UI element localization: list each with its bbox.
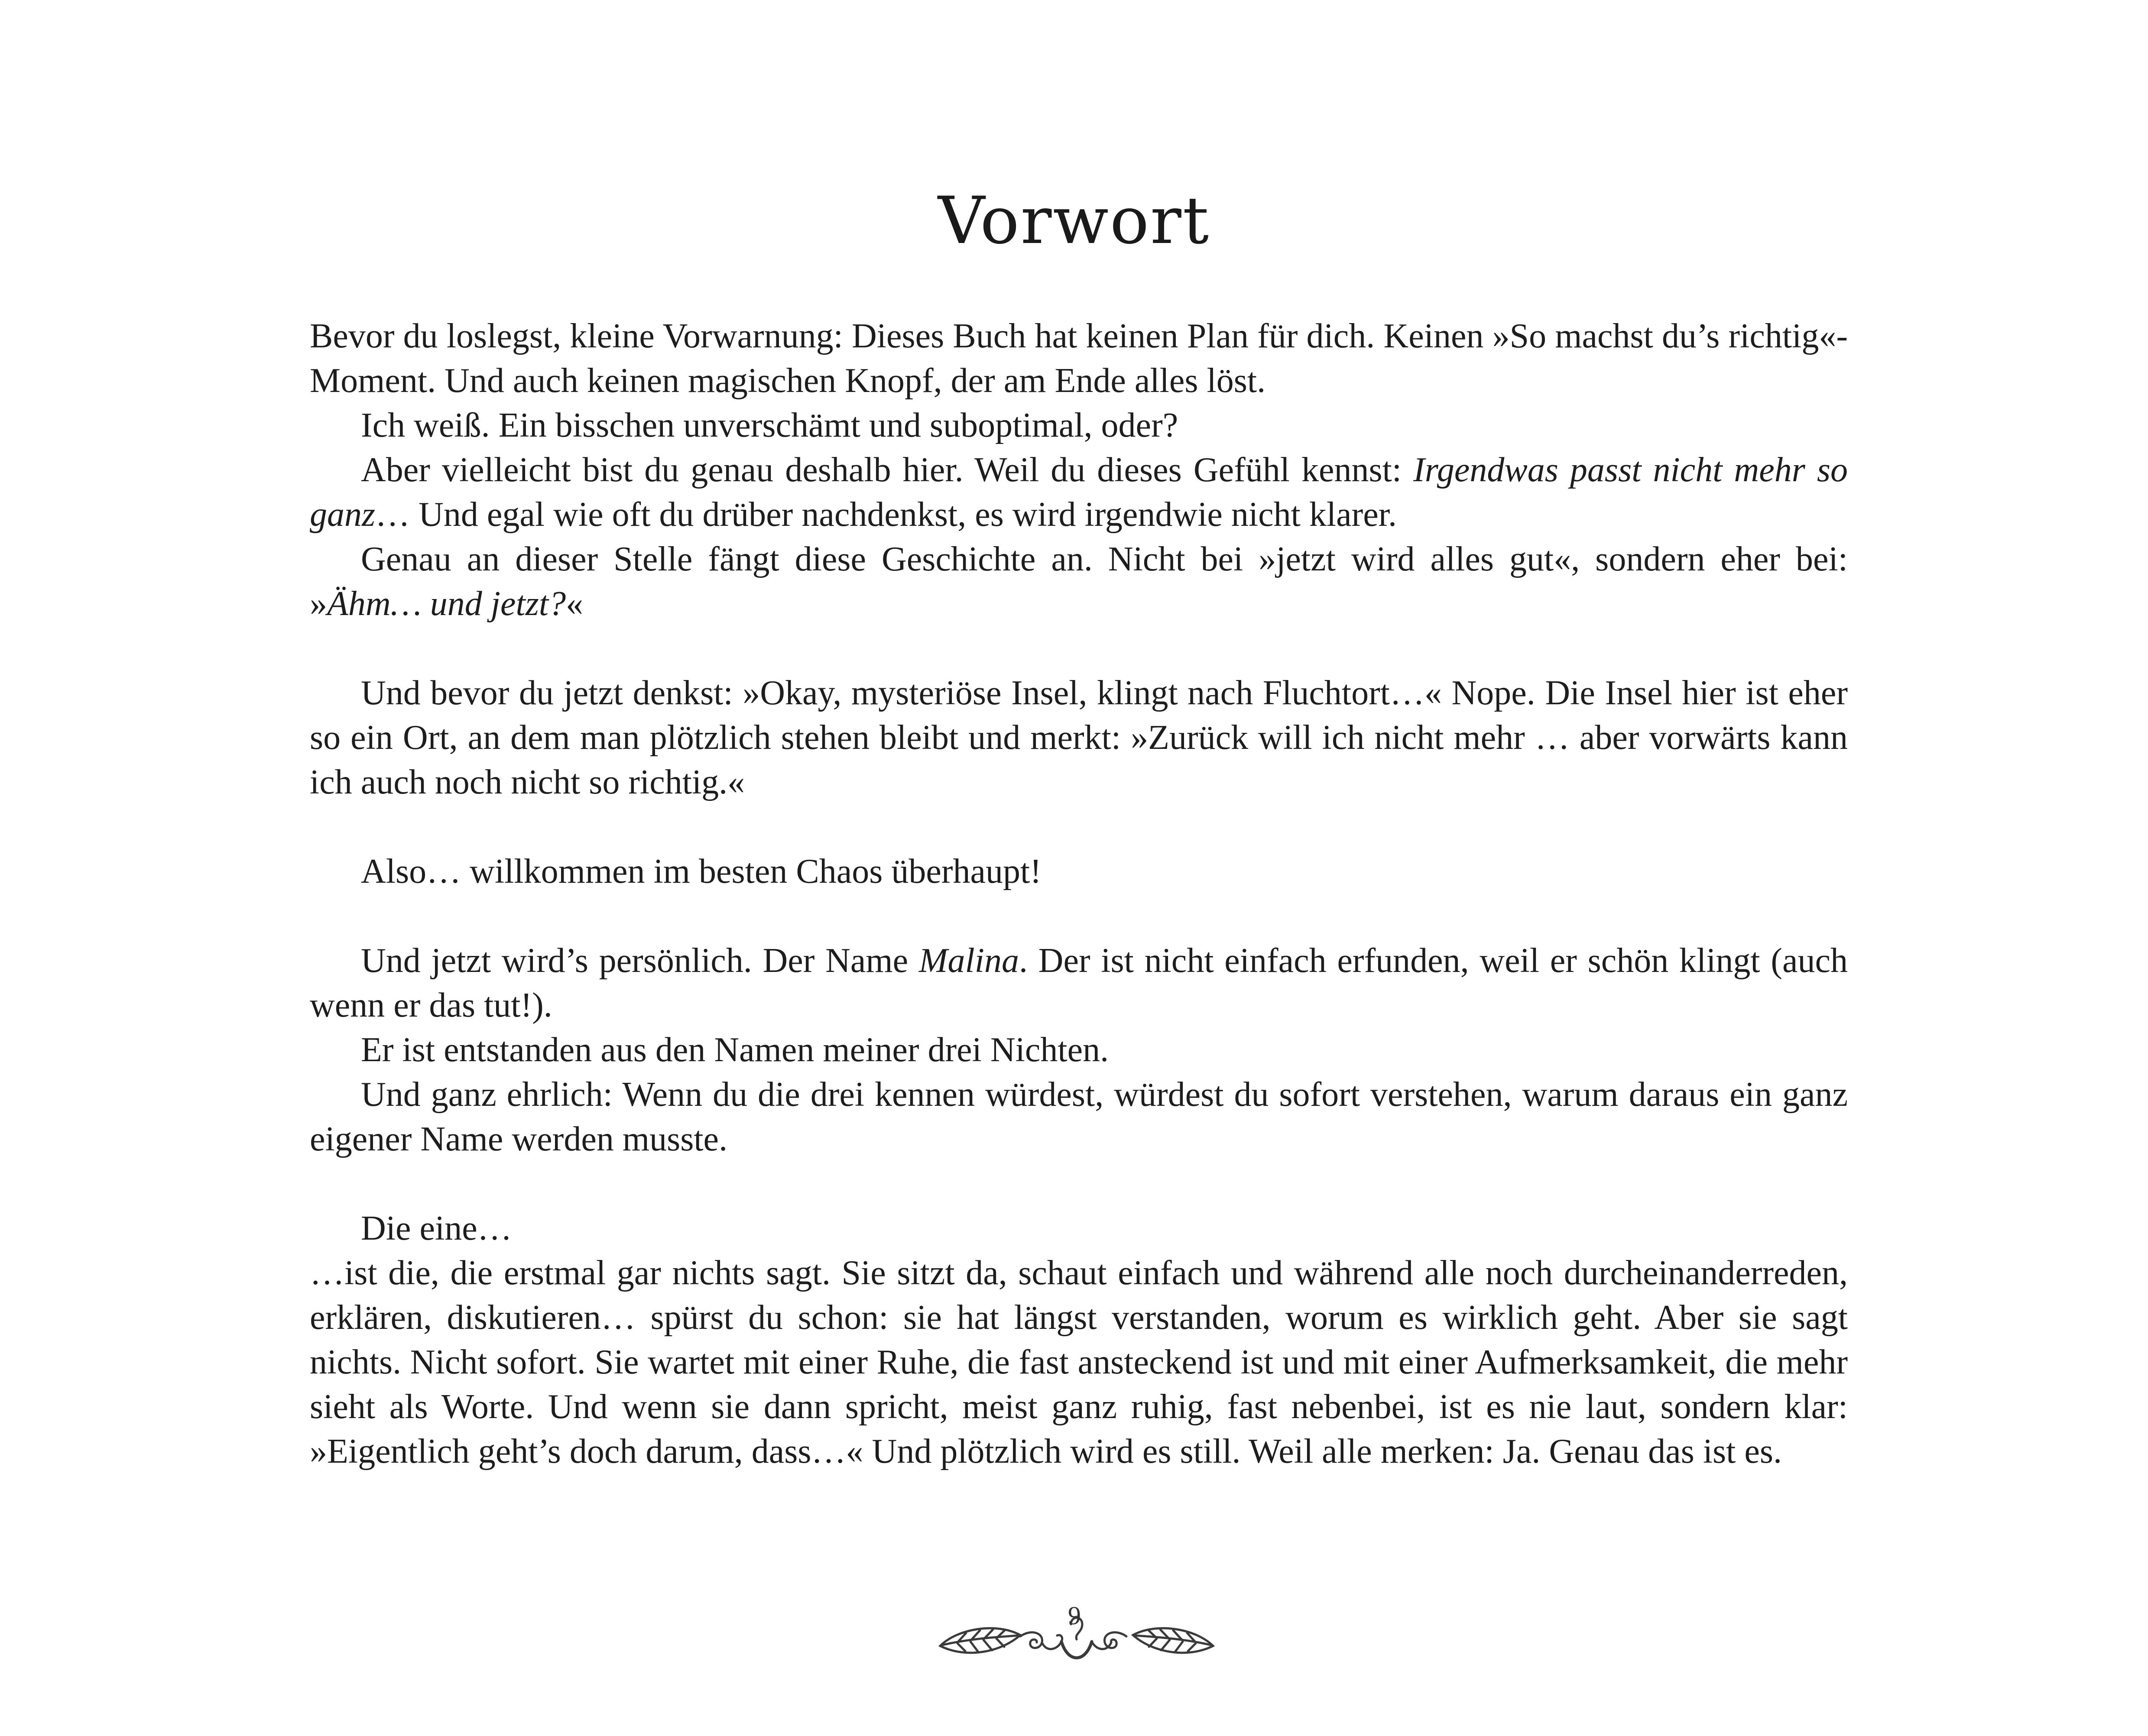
- page-number: 9: [1068, 1601, 1081, 1630]
- paragraph: [310, 537, 1848, 626]
- paragraph: [310, 671, 1848, 805]
- paragraph-italic-text: Malina: [918, 942, 1019, 980]
- paragraph-text: Bevor du loslegst, kleine Vorwarnung: Dieses Buch hat keinen Plan für dich. Keinen »So machst du’s richtig«-Moment. Und auch keinen magischen Knopf, der am Ende alles löst.: [310, 317, 1848, 400]
- paragraph-italic-text: Ähm… und jetzt?: [327, 585, 566, 623]
- paragraph: [310, 1251, 1848, 1474]
- body-text: [310, 314, 1848, 1474]
- paragraph-text: Und jetzt wird’s persönlich. Der Name: [361, 942, 919, 980]
- paragraph-text: Also… willkommen im besten Chaos überhaupt!: [361, 852, 1042, 891]
- paragraph: [310, 1072, 1848, 1162]
- paragraph-text: «: [566, 585, 584, 623]
- paragraph: [310, 448, 1848, 537]
- paragraph: [310, 314, 1848, 403]
- paragraph-text: Er ist entstanden aus den Namen meiner drei Nichten.: [361, 1031, 1109, 1069]
- paragraph-text: Ich weiß. Ein bisschen unverschämt und suboptimal, oder?: [361, 406, 1178, 444]
- paragraph: [310, 403, 1848, 448]
- paragraph: [310, 849, 1848, 894]
- paragraph-text: …ist die, die erstmal gar nichts sagt. Sie sitzt da, schaut einfach und während alle noch durcheinanderreden, erklären, diskutieren… spürst du schon: sie hat längst verstanden, worum es wirklich geht. Aber sie sagt nichts. Nicht sofort. Sie wartet mit einer Ruhe, die fast ansteckend ist und mit einer Aufmerksamkeit, die mehr sieht als Worte. Und wenn sie dann spricht, meist ganz ruhig, fast nebenbei, ist es nie laut, sondern klar: »Eigentlich geht’s doch darum, dass…« Und plötzlich wird es still. Weil alle merken: Ja. Genau das ist es.: [310, 1254, 1848, 1470]
- paragraph-text: Aber vielleicht bist du genau deshalb hier. Weil du dieses Gefühl kennst:: [361, 451, 1414, 489]
- paragraph: [310, 1206, 1848, 1251]
- paragraph-text: … Und egal wie oft du drüber nachdenkst, es wird irgendwie nicht klarer.: [375, 496, 1397, 534]
- paragraph-text: Und ganz ehrlich: Wenn du die drei kennen würdest, würdest du sofort verstehen, warum daraus ein ganz eigener Name werden musste.: [310, 1075, 1848, 1158]
- paragraph: [310, 1028, 1848, 1072]
- paragraph-text: Die eine…: [361, 1209, 512, 1247]
- page-title: Vorwort: [938, 183, 1210, 259]
- paragraph-text: Genau an dieser Stelle fängt diese Geschichte an. Nicht bei »jetzt wird alles gut«, sondern eher bei: »: [310, 540, 1848, 623]
- paragraph-text: Und bevor du jetzt denkst: »Okay, mysteriöse Insel, klingt nach Fluchtort…« Nope. Die Insel hier ist eher so ein Ort, an dem man plötzlich stehen bleibt und merkt: »Zurück will ich nicht mehr … aber vorwärts kann ich auch noch nicht so richtig.«: [310, 674, 1848, 801]
- paragraph: [310, 939, 1848, 1028]
- paragraph-text: . Der ist nicht einfach erfunden, weil er schön klingt (auch wenn er das tut!).: [310, 942, 1848, 1024]
- paragraph-italic-text: Irgendwas passt nicht mehr so ganz: [310, 451, 1848, 534]
